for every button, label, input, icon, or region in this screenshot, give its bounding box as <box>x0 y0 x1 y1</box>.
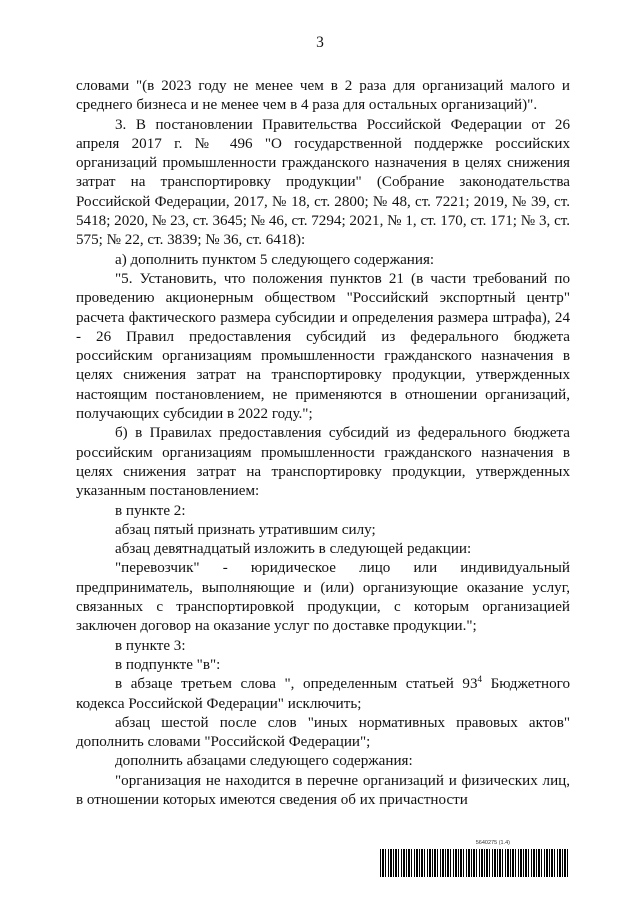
paragraph-quote-item-5: "5. Установить, что положения пунктов 21 (в части требований по проведению акционерным обществом "Российский экспортный центр" расчета фактического размера субсидии и определения размера штрафа), 24 - 26 Правил предоставления субсидий из федерального бюджета российским организациям промышленности гражданского назначения в целях снижения затрат на транспортировку продукции, утвержденных настоящим постановлением, не применяются в отношении организаций, получающих субсидии в 2022 году."; <box>76 270 570 423</box>
paragraph-abzac-5: абзац пятый признать утратившим силу; <box>115 521 376 538</box>
paragraph-clause-3: в пункте 3: <box>115 637 186 654</box>
paragraph-abzac-3 <box>76 675 570 714</box>
barcode-image <box>380 849 570 877</box>
paragraph-item-3: 3. В постановлении Правительства Российской Федерации от 26 апреля 2017 г. № 496 "О государственной поддержке российских организаций промышленности гражданского назначения в целях снижения затрат на транспортировку продукции" (Собрание законодательства Российской Федерации, 2017, № 18, ст. 2800; № 48, ст. 7221; 2019, № 39, ст. 5418; 2020, № 23, ст. 3645; № 46, ст. 7294; 2021, № 1, ст. 170, ст. 171; № 3, ст. 575; № 22, ст. 3839; № 36, ст. 6418): <box>76 116 570 249</box>
paragraph-subitem-a: а) дополнить пунктом 5 следующего содержания: <box>115 251 435 268</box>
paragraph-organization-quote: "организация не находится в перечне организаций и физических лиц, в отношении которых имеются сведения об их причастности <box>76 772 570 808</box>
paragraph-continuation: словами "(в 2023 году не менее чем в 2 раза для организаций малого и среднего бизнеса и не менее чем в 4 раза для остальных организаций)". <box>76 78 570 114</box>
document-footer <box>380 840 570 882</box>
paragraph-abzac-19: абзац девятнадцатый изложить в следующей редакции: <box>115 541 472 558</box>
paragraph-subitem-b: б) в Правилах предоставления субсидий из федерального бюджета российским организациям промышленности гражданского назначения в целях снижения затрат на транспортировку продукции, утвержденных указанным постановлением: <box>76 425 570 500</box>
article-superscript: 4 <box>477 674 483 685</box>
paragraph-abzac-3-text: в абзаце третьем слова ", определенным статьей 93 <box>115 676 478 693</box>
paragraph-subclause-v: в подпункте "в": <box>115 656 221 673</box>
paragraph-clause-2: в пункте 2: <box>115 502 186 519</box>
paragraph-abzac-6: абзац шестой после слов "иных нормативных правовых актов" дополнить словами "Российской Федерации"; <box>76 714 570 751</box>
page-number: 3 <box>316 34 324 51</box>
document-code: 5640275 (1.4) <box>475 840 510 846</box>
paragraph-abzac-3-text-end: Бюджетного кодекса Российской Федерации" исключить; <box>76 676 570 712</box>
paragraph-carrier-definition: "перевозчик" - юридическое лицо или индивидуальный предприниматель, выполняющие и (или) организующие оказание услуг, связанных с транспортировкой продукции, с которым организацией заключен договор на оказание услуг по доставке продукции."; <box>76 560 570 635</box>
paragraph-add-abzacs: дополнить абзацами следующего содержания: <box>115 753 413 770</box>
document-body <box>76 77 570 810</box>
